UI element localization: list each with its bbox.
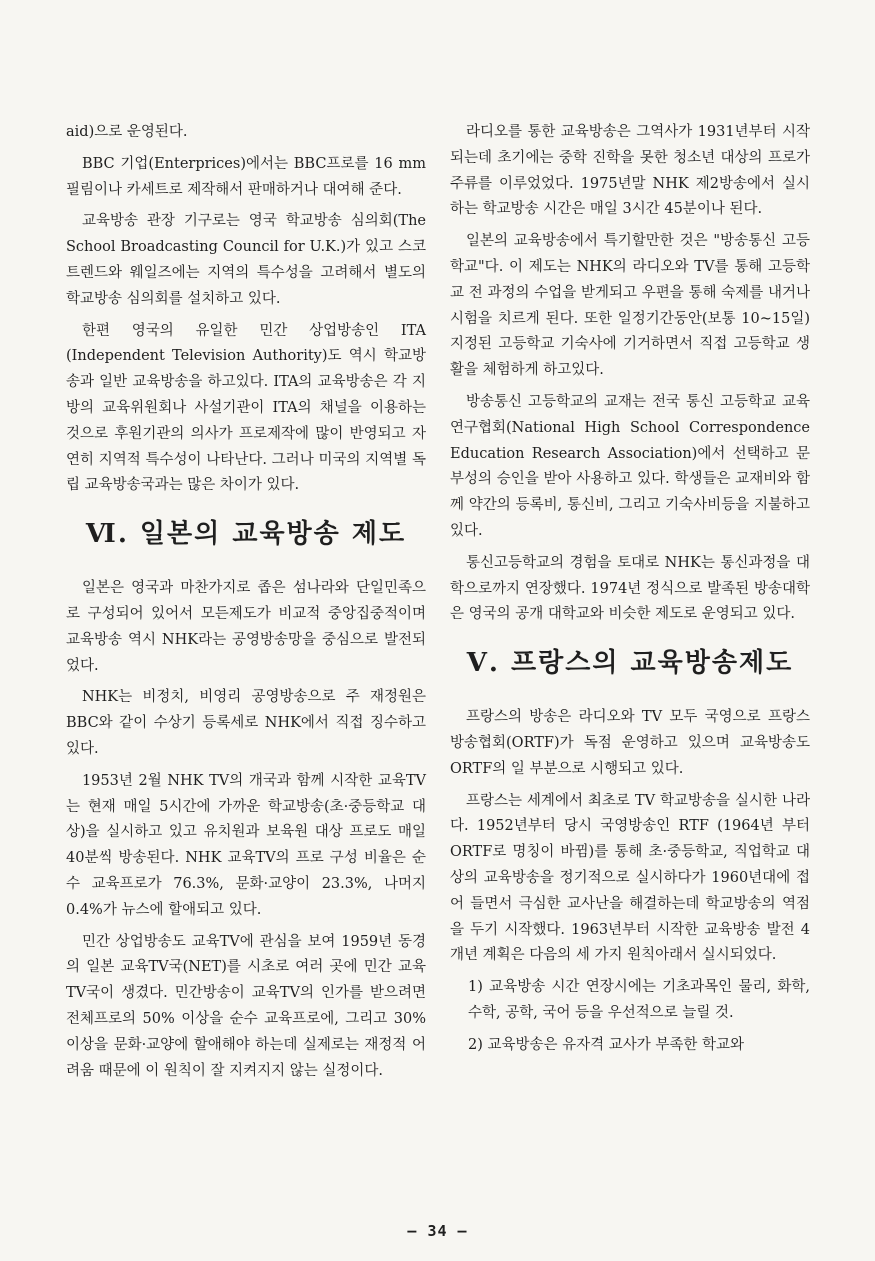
page-number: — 34 — <box>407 1222 468 1240</box>
paragraph: aid)으로 운영된다. <box>66 124 188 140</box>
paragraph: 1953년 2월 NHK TV의 개국과 함께 시작한 교육TV는 현재 매일 5시간에 가까운 학교방송(초·중등학교 대상)을 실시하고 있고 유치원과 보육원 대상 프로도 매일 40분씩 방송된다. NHK 교육TV의 프로 구성 비율은 순수 교육프로가 76.3%, 문화·교양이 23.3%, 나머지 0.4%가 뉴스에 할애되고 있다. <box>66 772 426 918</box>
paragraph: 통신고등학교의 경험을 토대로 NHK는 통신과정을 대학으로까지 연장했다. 1974년 정식으로 발족된 방송대학은 영국의 공개 대학교와 비슷한 제도로 운영되고 있다. <box>450 554 810 623</box>
paragraph: BBC 기업(Enterprices)에서는 BBC프로를 16 mm 필림이나 카세트로 제작해서 판매하거나 대여해 준다. <box>66 155 426 198</box>
paragraph: 방송통신 고등학교의 교재는 전국 통신 고등학교 교육연구협회(National High School Correspondence Education Research Association)에서 선택하고 문부성의 승인을 받아 사용하고 있다. 학생들은 교재비와 함께 약간의 등록비, 통신비, 그리고 기숙사비등을 지불하고 있다. <box>450 393 810 539</box>
paragraph: 프랑스의 방송은 라디오와 TV 모두 국영으로 프랑스 방송협회(ORTF)가 독점 운영하고 있으며 교육방송도 ORTF의 일 부분으로 시행되고 있다. <box>450 709 810 777</box>
paragraph: 교육방송 관장 기구로는 영국 학교방송 심의회(The School Broadcasting Council for U.K.)가 있고 스코트렌드와 웨일즈에는 지역의 특수성을 고려해서 별도의 학교방송 심의회를 설치하고 있다. <box>66 213 426 307</box>
paragraph: NHK는 비정치, 비영리 공영방송으로 주 재정원은 BBC와 같이 수상기 등록세로 NHK에서 직접 징수하고 있다. <box>66 689 426 757</box>
paragraph: 라디오를 통한 교육방송은 그역사가 1931년부터 시작되는데 초기에는 중학 진학을 못한 청소년 대상의 프로가 주류를 이루었었다. 1975년말 NHK 제2방송에서 실시하는 학교방송 시간은 매일 3시간 45분이나 된다. <box>450 124 810 218</box>
left-column <box>66 120 426 1090</box>
paragraph: 한편 영국의 유일한 민간 상업방송인 ITA (Independent Television Authority)도 역시 학교방송과 일반 교육방송을 하고있다. ITA의 교육방송은 각 지방의 교육위원회나 사설기관이 ITA의 채널을 이용하는 것으로 후원기관의 의사가 프로제작에 많이 반영되고 자연히 지역적 특수성이 나타난다. 그러나 미국의 지역별 독립 교육방송국과는 많은 차이가 있다. <box>66 322 426 494</box>
paragraph: 일본의 교육방송에서 특기할만한 것은 "방송통신 고등학교"다. 이 제도는 NHK의 라디오와 TV를 통해 고등학교 전 과정의 수업을 받게되고 우편을 통해 숙제를 내거나 시험을 치르게 된다. 또한 일정기간동안(보통 10~15일) 지정된 고등학교 기숙사에 기거하면서 직접 고등학교 생활을 체험하게 하고있다. <box>450 233 810 379</box>
section-heading-japan: Ⅵ. 일본의 교육방송 제도 <box>85 519 407 550</box>
paragraph: 일본은 영국과 마찬가지로 좁은 섬나라와 단일민족으로 구성되어 있어서 모든제도가 비교적 중앙집중적이며 교육방송 역시 NHK라는 공영방송망을 중심으로 발전되었다. <box>66 580 426 674</box>
section-heading-france: Ⅴ. 프랑스의 교육방송제도 <box>466 648 794 679</box>
paragraph: 민간 상업방송도 교육TV에 관심을 보여 1959년 동경의 일본 교육TV국(NET)를 시초로 여러 곳에 민간 교육TV국이 생겼다. 민간방송이 교육TV의 인가를 받으려면 전체프로의 50% 이상을 순수 교육프로에, 그리고 30% 이상을 문화·교양에 할애해야 하는데 실제로는 재정적 어려움 때문에 이 원칙이 잘 지켜지지 않는 실정이다. <box>66 933 426 1079</box>
list-item: 2) 교육방송은 유자격 교사가 부족한 학교와 <box>468 1036 745 1053</box>
right-column <box>450 120 810 1065</box>
list-item: 1) 교육방송 시간 연장시에는 기초과목인 물리, 화학, 수학, 공학, 국어 등을 우선적으로 늘릴 것. <box>468 979 810 1021</box>
paragraph: 프랑스는 세계에서 최초로 TV 학교방송을 실시한 나라다. 1952년부터 당시 국영방송인 RTF (1964년 부터 ORTF로 명칭이 바뀜)를 통해 초·중등학교, 직업학교 대상의 교육방송을 정기적으로 실시하다가 1960년대에 접어 들면서 극심한 교사난을 해결하는데 학교방송의 역점을 두기 시작했다. 1963년부터 시작한 교육방송 발전 4개년 계획은 다음의 세 가지 원칙아래서 실시되었다. <box>450 792 810 964</box>
